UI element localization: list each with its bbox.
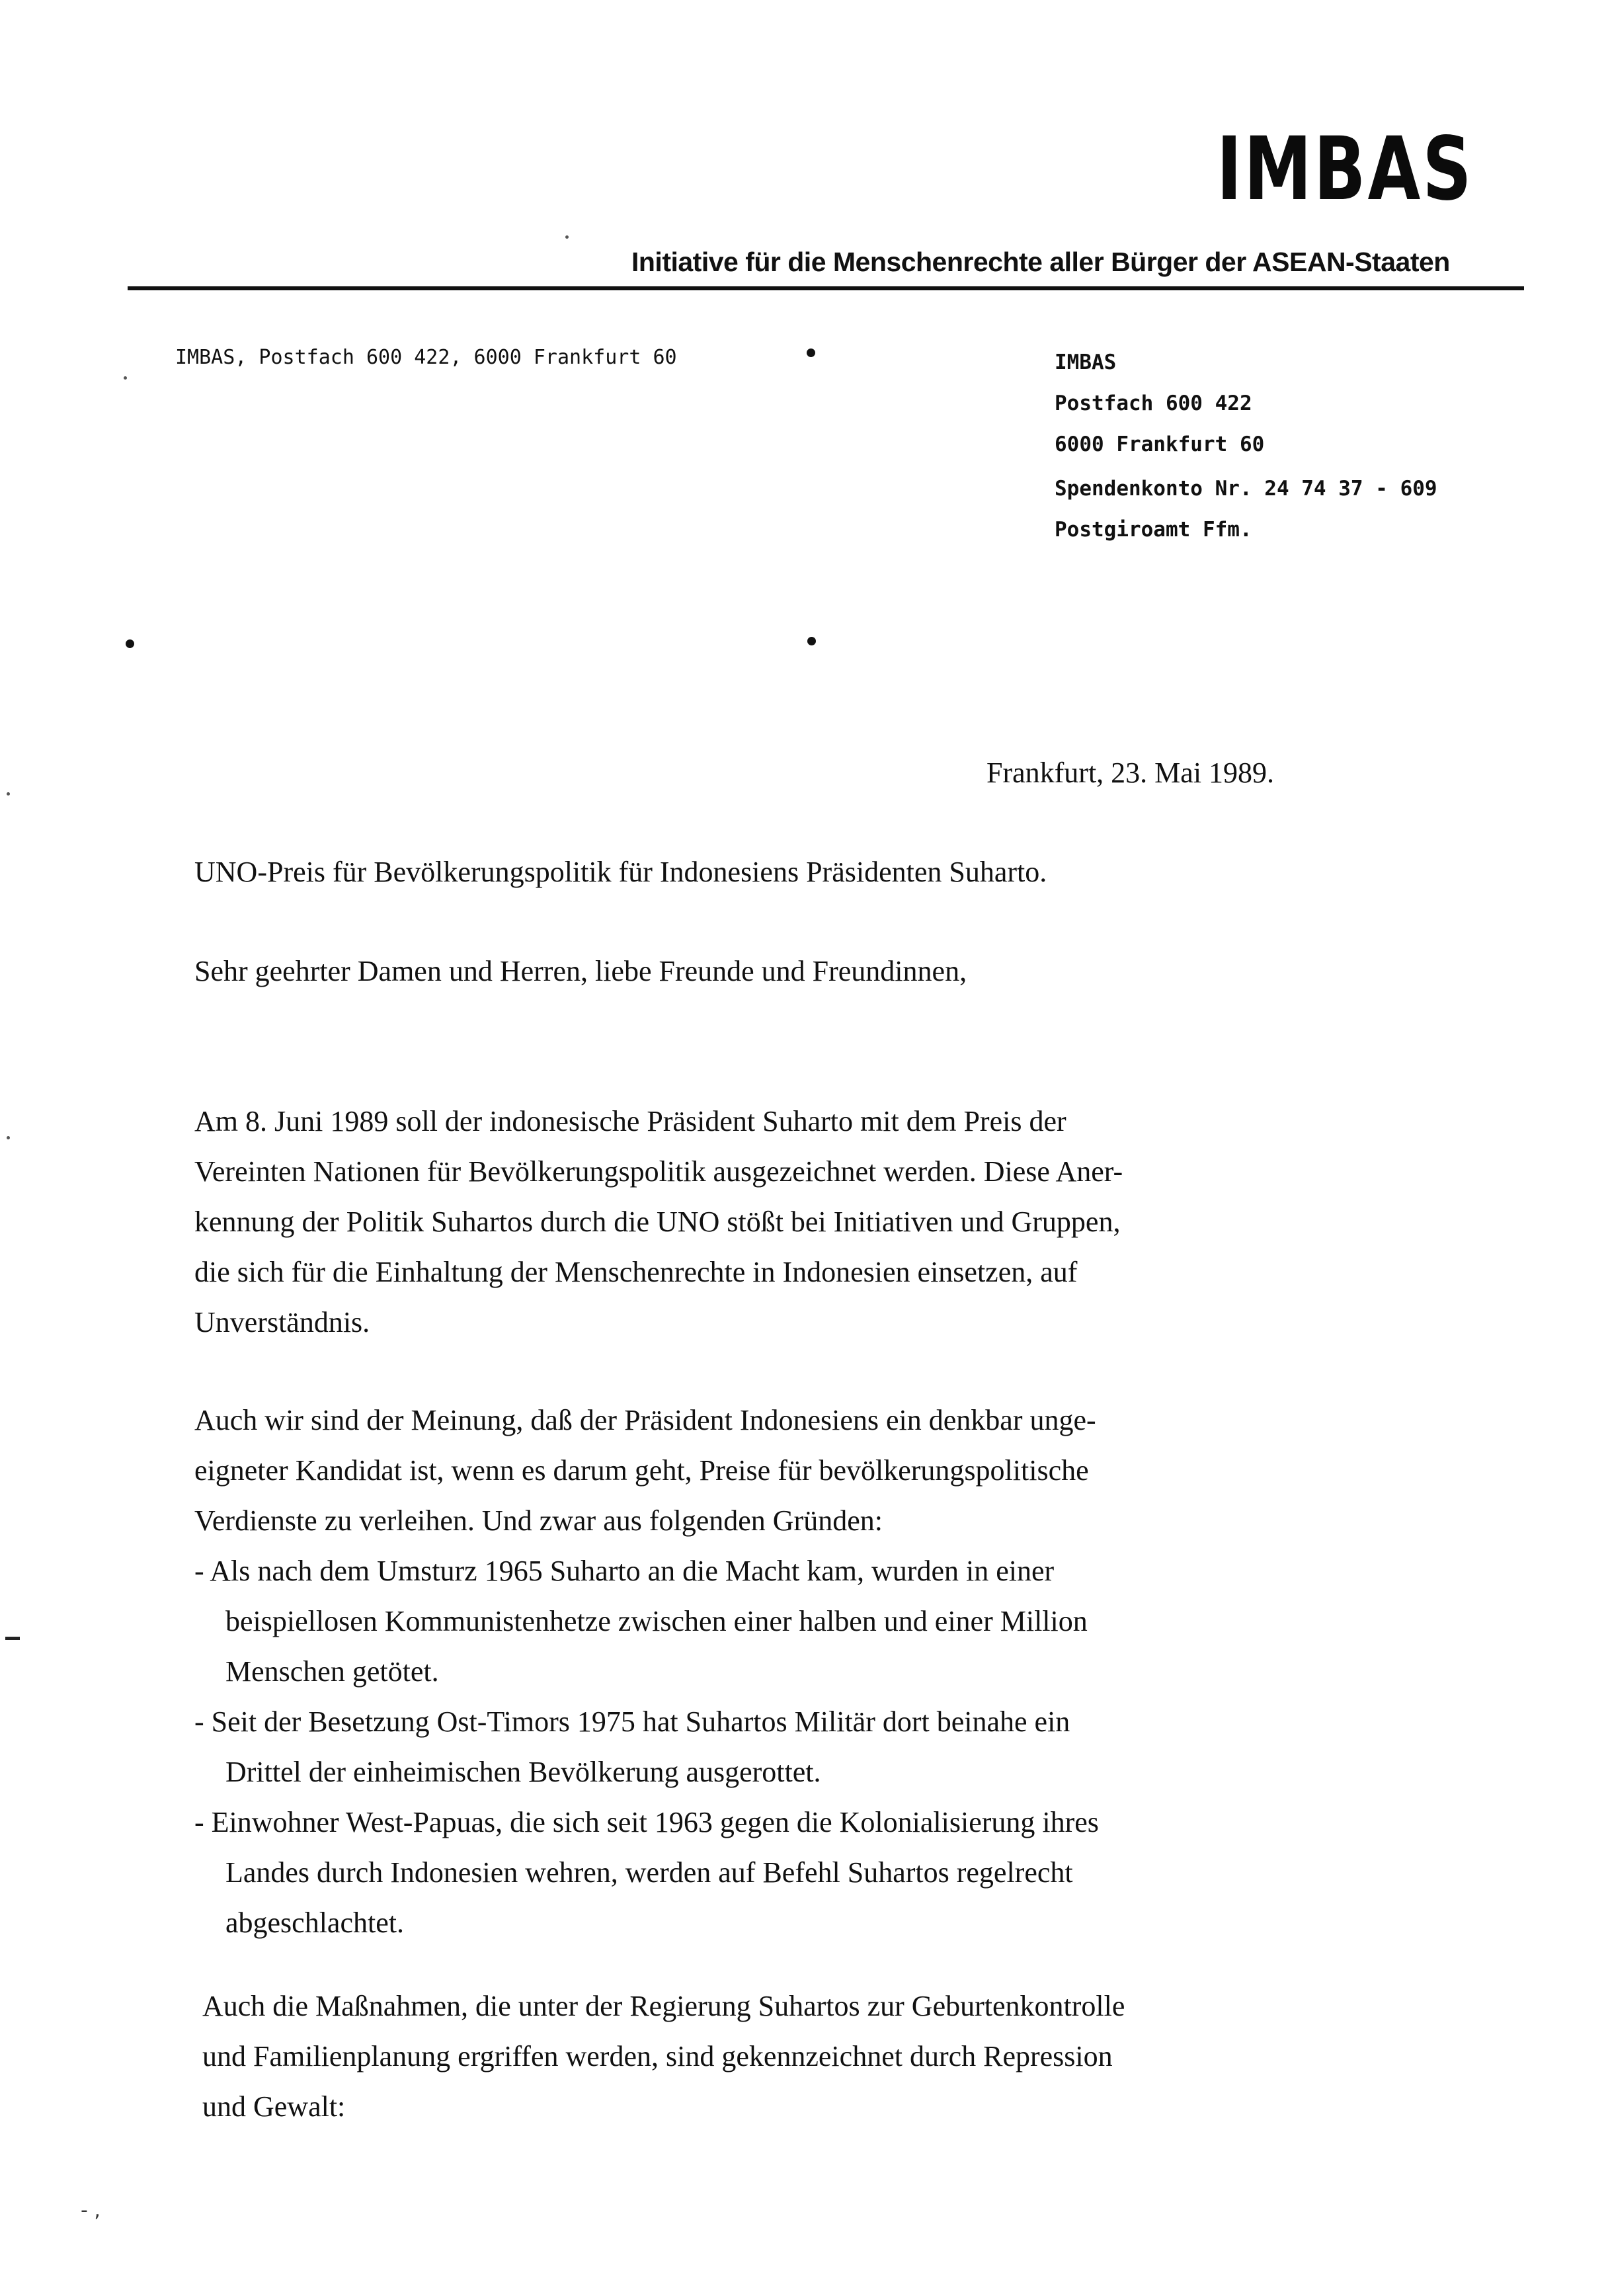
speck-dot xyxy=(124,376,127,380)
imbas-logo: IMBAS xyxy=(1217,118,1474,220)
letter-salutation: Sehr geehrter Damen und Herren, liebe Freunde und Freundinnen, xyxy=(194,955,967,987)
paragraph-1 xyxy=(194,1096,1123,1348)
paragraph-line: Verdienste zu verleihen. Und zwar aus folgenden Gründen: xyxy=(194,1504,883,1537)
list-item-line: Landes durch Indonesien wehren, werden auf Befehl Suhartos regelrecht xyxy=(225,1856,1073,1889)
paragraph-line: und Gewalt: xyxy=(202,2090,346,2123)
sender-name: IMBAS xyxy=(1055,350,1117,374)
list-item-line: Menschen getötet. xyxy=(225,1655,439,1688)
bank-details xyxy=(1055,468,1437,550)
sender-postbox: Postfach 600 422 xyxy=(1055,391,1252,415)
paragraph-line: Auch wir sind der Meinung, daß der Präsident Indonesiens ein denkbar unge- xyxy=(194,1404,1096,1436)
list-item-line: - Seit der Besetzung Ost-Timors 1975 hat Suhartos Militär dort beinahe ein xyxy=(194,1705,1070,1738)
letterhead-rule xyxy=(128,286,1524,290)
paragraph-3 xyxy=(202,1981,1125,2132)
sender-city: 6000 Frankfurt 60 xyxy=(1055,432,1265,456)
sender-address xyxy=(1055,342,1264,465)
fold-mark-dot xyxy=(807,348,815,357)
paragraph-line: kennung der Politik Suhartos durch die UNO stößt bei Initiativen und Gruppen, xyxy=(194,1206,1121,1238)
paragraph-line: und Familienplanung ergriffen werden, sind gekennzeichnet durch Repression xyxy=(202,2040,1113,2072)
paragraph-line: Unverständnis. xyxy=(194,1306,370,1338)
fold-mark-dot xyxy=(126,639,134,648)
letter-subject: UNO-Preis für Bevölkerungspolitik für Indonesiens Präsidenten Suharto. xyxy=(194,856,1047,888)
speck-dot xyxy=(565,235,569,239)
bank-name: Postgiroamt Ffm. xyxy=(1055,518,1252,542)
fold-mark-dot xyxy=(807,637,816,645)
list-item xyxy=(194,1797,1099,1948)
paragraph-line: die sich für die Einhaltung der Menschenrechte in Indonesien einsetzen, auf xyxy=(194,1256,1078,1288)
speck-dot xyxy=(7,792,10,796)
paragraph-line: Auch die Maßnahmen, die unter der Regierung Suhartos zur Geburtenkontrolle xyxy=(202,1990,1125,2022)
list-item-line: beispiellosen Kommunistenhetze zwischen einer halben und einer Million xyxy=(225,1605,1088,1637)
speck-dot xyxy=(7,1136,10,1139)
paragraph-line: Vereinten Nationen für Bevölkerungspolitik ausgezeichnet werden. Diese Aner- xyxy=(194,1155,1123,1188)
list-item-line: Drittel der einheimischen Bevölkerung ausgerottet. xyxy=(225,1756,821,1788)
paragraph-line: eigneter Kandidat ist, wenn es darum geht, Preise für bevölkerungspolitische xyxy=(194,1454,1089,1487)
list-item-line: abgeschlachtet. xyxy=(225,1906,404,1939)
donation-account: Spendenkonto Nr. 24 74 37 - 609 xyxy=(1055,477,1437,501)
return-address: IMBAS, Postfach 600 422, 6000 Frankfurt 60 xyxy=(175,346,677,369)
paragraph-2 xyxy=(194,1395,1099,1948)
margin-scribble: - , xyxy=(81,2199,100,2222)
list-item xyxy=(194,1697,1099,1797)
list-item xyxy=(194,1546,1099,1697)
list-item-line: - Einwohner West-Papuas, die sich seit 1963 gegen die Kolonialisierung ihres xyxy=(194,1806,1099,1838)
margin-dash xyxy=(5,1637,20,1640)
list-item-line: - Als nach dem Umsturz 1965 Suharto an die Macht kam, wurden in einer xyxy=(194,1555,1055,1587)
letter-date: Frankfurt, 23. Mai 1989. xyxy=(986,757,1275,789)
paragraph-line: Am 8. Juni 1989 soll der indonesische Präsident Suharto mit dem Preis der xyxy=(194,1105,1066,1137)
letterhead-tagline: Initiative für die Menschenrechte aller Bürger der ASEAN-Staaten xyxy=(631,247,1450,277)
